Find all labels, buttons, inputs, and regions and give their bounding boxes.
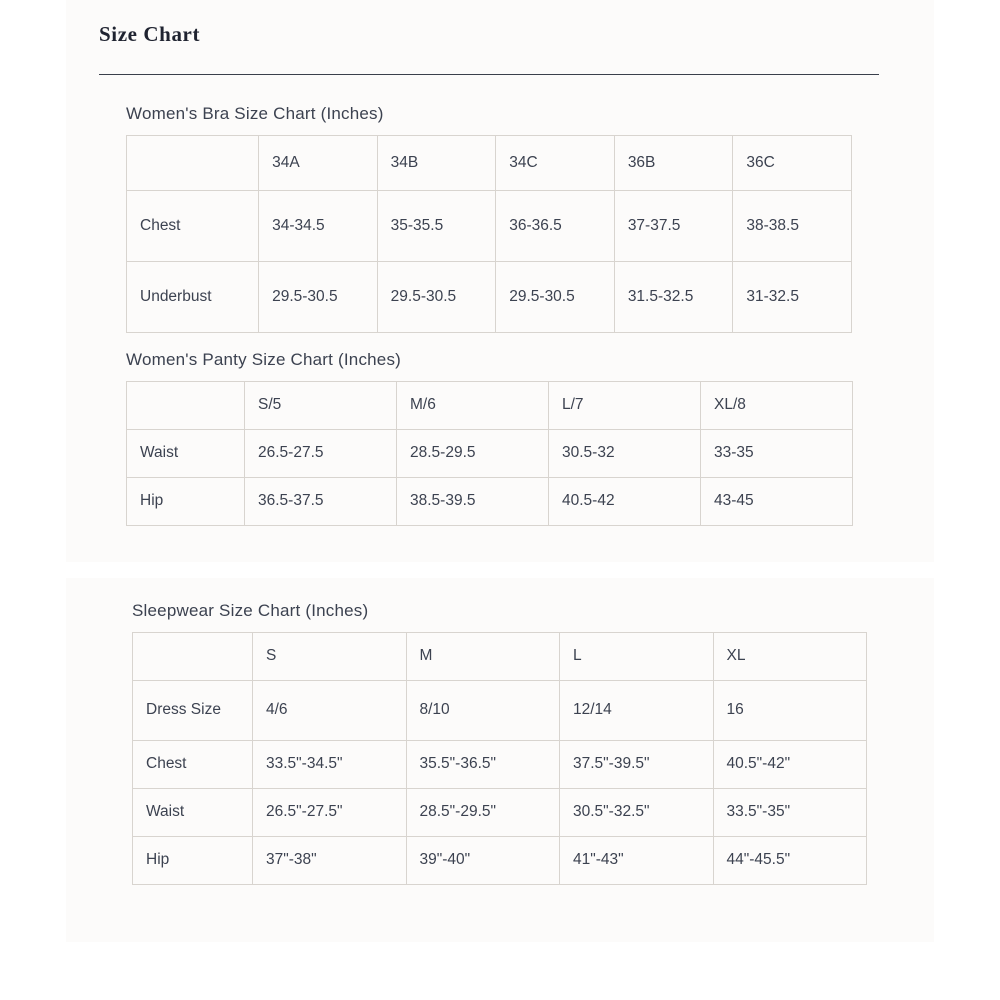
table-cell: 33.5"-35" [713, 788, 867, 836]
section-panty-size-chart [126, 350, 853, 526]
table-cell: 30.5-32 [549, 429, 701, 477]
column-header: 36B [614, 136, 733, 191]
table-row [127, 477, 853, 525]
table-cell: 37-37.5 [614, 191, 733, 262]
table-cell: 37.5"-39.5" [560, 740, 714, 788]
table-cell: 26.5"-27.5" [253, 788, 407, 836]
section-bra-size-chart [126, 104, 852, 333]
table-header-row [127, 136, 852, 191]
table-cell: 36-36.5 [496, 191, 615, 262]
row-label: Chest [133, 740, 253, 788]
section-sleepwear-size-chart [132, 601, 867, 885]
row-label: Underbust [127, 262, 259, 333]
page-title: Size Chart [99, 22, 201, 46]
column-header: 36C [733, 136, 852, 191]
table-cell: 29.5-30.5 [259, 262, 378, 333]
row-label: Waist [127, 429, 245, 477]
table-cell: 28.5-29.5 [397, 429, 549, 477]
table-row [133, 836, 867, 884]
table-cell: 33-35 [701, 429, 853, 477]
table-corner-cell [133, 633, 253, 681]
table-cell: 30.5"-32.5" [560, 788, 714, 836]
table-row [127, 262, 852, 333]
table-cell: 36.5-37.5 [245, 477, 397, 525]
section-heading-bra: Women's Bra Size Chart (Inches) [126, 104, 384, 123]
column-header: XL [713, 633, 867, 681]
table-cell: 29.5-30.5 [496, 262, 615, 333]
table-row [127, 429, 853, 477]
section-heading-sleepwear: Sleepwear Size Chart (Inches) [132, 601, 369, 620]
table-cell: 38-38.5 [733, 191, 852, 262]
panty-size-table [126, 381, 853, 526]
table-cell: 35-35.5 [377, 191, 496, 262]
column-header: L/7 [549, 382, 701, 430]
table-corner-cell [127, 382, 245, 430]
table-cell: 38.5-39.5 [397, 477, 549, 525]
column-header: 34C [496, 136, 615, 191]
table-cell: 40.5"-42" [713, 740, 867, 788]
table-cell: 28.5"-29.5" [406, 788, 560, 836]
section-heading-panty: Women's Panty Size Chart (Inches) [126, 350, 402, 369]
column-header: M [406, 633, 560, 681]
table-cell: 37"-38" [253, 836, 407, 884]
table-row [133, 740, 867, 788]
row-label: Hip [127, 477, 245, 525]
table-cell: 40.5-42 [549, 477, 701, 525]
table-cell: 16 [713, 680, 867, 740]
table-cell: 44"-45.5" [713, 836, 867, 884]
row-label: Waist [133, 788, 253, 836]
table-cell: 31-32.5 [733, 262, 852, 333]
column-header: 34B [377, 136, 496, 191]
table-header-row [127, 382, 853, 430]
title-divider [99, 74, 879, 75]
column-header: M/6 [397, 382, 549, 430]
table-cell: 39"-40" [406, 836, 560, 884]
table-row [127, 191, 852, 262]
table-row [133, 788, 867, 836]
column-header: S/5 [245, 382, 397, 430]
column-header: XL/8 [701, 382, 853, 430]
table-cell: 31.5-32.5 [614, 262, 733, 333]
column-header: 34A [259, 136, 378, 191]
row-label: Dress Size [133, 680, 253, 740]
table-cell: 26.5-27.5 [245, 429, 397, 477]
table-cell: 34-34.5 [259, 191, 378, 262]
table-cell: 41"-43" [560, 836, 714, 884]
row-label: Chest [127, 191, 259, 262]
column-header: S [253, 633, 407, 681]
table-cell: 33.5"-34.5" [253, 740, 407, 788]
table-header-row [133, 633, 867, 681]
sleepwear-size-table [132, 632, 867, 885]
row-label: Hip [133, 836, 253, 884]
table-cell: 29.5-30.5 [377, 262, 496, 333]
table-cell: 8/10 [406, 680, 560, 740]
table-row [133, 680, 867, 740]
table-corner-cell [127, 136, 259, 191]
table-cell: 43-45 [701, 477, 853, 525]
table-cell: 35.5"-36.5" [406, 740, 560, 788]
table-cell: 4/6 [253, 680, 407, 740]
column-header: L [560, 633, 714, 681]
bra-size-table [126, 135, 852, 333]
table-cell: 12/14 [560, 680, 714, 740]
